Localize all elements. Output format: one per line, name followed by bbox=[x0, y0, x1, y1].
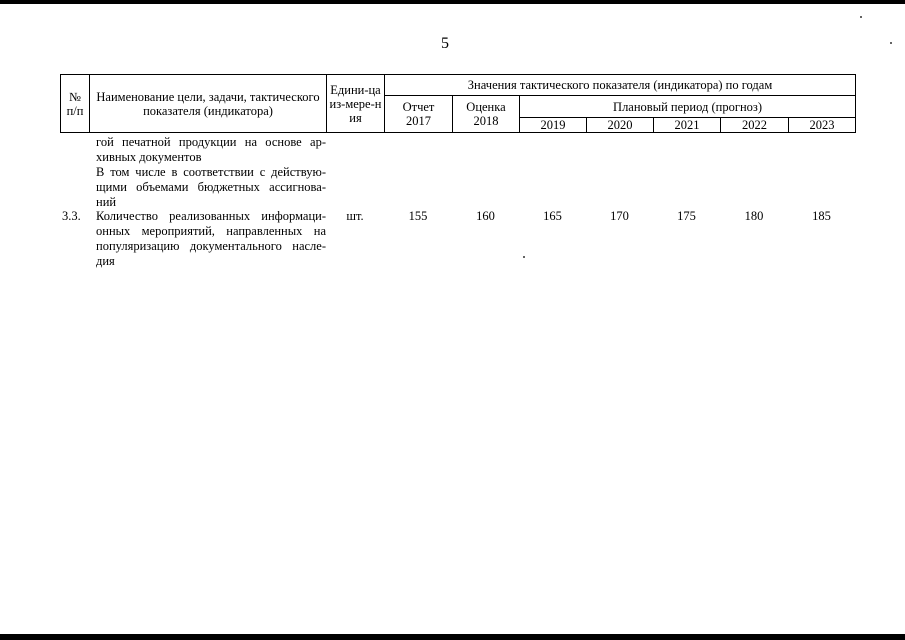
value-cell: 155 bbox=[408, 209, 428, 223]
plan-year-cell: 2023 bbox=[789, 118, 856, 133]
col-estimate-year: 2018 bbox=[473, 114, 499, 128]
scan-speck bbox=[890, 42, 892, 44]
value-cell: 185 bbox=[812, 209, 831, 223]
plan-year-cell: 2022 bbox=[721, 118, 789, 133]
text-line: онных мероприятий, направленных на bbox=[96, 224, 326, 238]
value-cell: 180 bbox=[744, 209, 764, 223]
bottom-border bbox=[0, 634, 905, 640]
col-estimate-label: Оценка bbox=[466, 100, 506, 114]
scan-speck bbox=[523, 256, 525, 258]
page-number: 5 bbox=[441, 35, 449, 52]
row-number: 3.3. bbox=[62, 209, 81, 223]
plan-year-cell: 2021 bbox=[654, 118, 721, 133]
value-cell: 175 bbox=[677, 209, 696, 223]
text-line: щими объемами бюджетных ассигнова- bbox=[96, 180, 326, 194]
row-unit: шт. bbox=[346, 209, 364, 223]
continuation-text bbox=[96, 135, 326, 210]
row-name bbox=[96, 209, 326, 269]
col-unit-header: Едини-ца из-мере-ния bbox=[327, 75, 385, 133]
text-line: хивных документов bbox=[96, 150, 202, 164]
text-line: гой печатной продукции на основе ар- bbox=[96, 135, 326, 149]
top-border bbox=[0, 0, 905, 4]
col-report-header bbox=[385, 96, 453, 133]
plan-year-cell: 2019 bbox=[520, 118, 587, 133]
value-cell: 160 bbox=[476, 209, 495, 223]
col-estimate-header bbox=[453, 96, 520, 133]
col-values-title: Значения тактического показателя (индикатора) по годам bbox=[385, 75, 856, 96]
plan-year-cell: 2020 bbox=[587, 118, 654, 133]
value-cell: 165 bbox=[543, 209, 562, 223]
scan-speck bbox=[860, 16, 862, 18]
col-plan-header: Плановый период (прогноз) bbox=[520, 96, 856, 118]
text-line: дия bbox=[96, 254, 115, 268]
col-report-label: Отчет bbox=[402, 100, 435, 114]
value-cell: 170 bbox=[610, 209, 629, 223]
text-line: В том числе в соответствии с действую- bbox=[96, 165, 326, 179]
text-line: популяризацию документального насле- bbox=[96, 239, 326, 253]
text-line: ний bbox=[96, 195, 117, 209]
header-table bbox=[60, 74, 856, 133]
col-num-header: № п/п bbox=[61, 75, 90, 133]
col-report-year: 2017 bbox=[406, 114, 431, 128]
text-line: Количество реализованных информаци- bbox=[96, 209, 326, 223]
col-name-header: Наименование цели, задачи, тактического показателя (индикатора) bbox=[90, 75, 327, 133]
